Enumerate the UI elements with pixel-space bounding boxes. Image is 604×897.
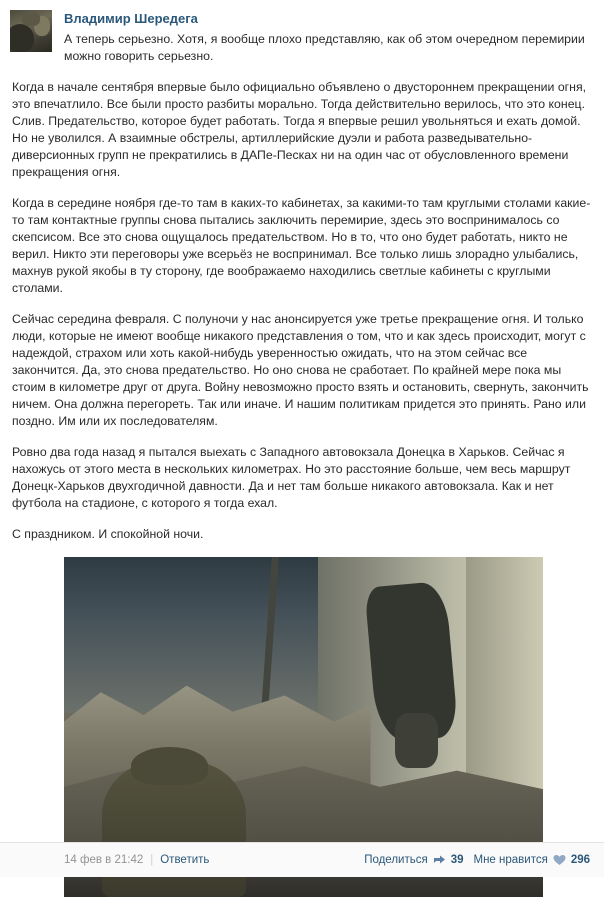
share-count: 39	[450, 854, 464, 866]
author-name[interactable]: Владимир Шередега	[64, 11, 198, 26]
post-timestamp: 14 фев в 21:42	[64, 854, 144, 866]
post-content	[64, 10, 592, 65]
share-button[interactable]: Поделиться	[364, 854, 428, 866]
heart-icon[interactable]	[553, 854, 566, 866]
post-paragraph: Когда в середине ноября где-то там в каких-то кабинетах, за какими-то там круглыми столами какие-то там контактные группы снова пытались заключить перемирие, здесь это воспринималось со скепсисом. Все это снова ощущалось предательством. Но в то, что оно будет работать, никто не верил. Никто эти переговоры уже всерьёз не воспринимал. Все только лишь злорадно улыбались, махнув рукой якобы в ту сторону, где воображаемо находились светлые кабинеты с круглыми столами.	[12, 196, 591, 295]
post-body	[0, 79, 592, 543]
like-button[interactable]: Мне нравится	[473, 854, 548, 866]
avatar-shape-a	[10, 24, 34, 52]
share-group[interactable]	[364, 854, 463, 866]
share-icon[interactable]	[433, 855, 446, 866]
avatar-shape-c	[22, 12, 40, 26]
photo-wall-hole-small	[395, 713, 438, 767]
avatar[interactable]	[10, 10, 52, 52]
like-group[interactable]	[474, 854, 591, 866]
post-paragraph: Сейчас середина февраля. С полуночи у нас анонсируется уже третье прекращение огня. И только люди, которые не имеют вообще никакого представления о том, что и как здесь происходит, могут с надеждой, страхом или хоть какой-нибудь уверенностью ожидать, что на этом сейчас все закончится. Да, это снова предательство. Но оно снова не сработает. По крайней мере пока мы стоим в километре друг от друга. Войну невозможно просто взять и остановить, свернуть, закончить ничем. Она должна перегореть. Так или иначе. И нашим политикам придется это принять. Рано или поздно. Им или их последователям.	[12, 312, 589, 428]
footer-divider: |	[150, 854, 154, 866]
post-paragraph: С праздником. И спокойной ночи.	[12, 527, 204, 541]
post-paragraph: Ровно два года назад я пытался выехать с Западного автовокзала Донецка в Харьков. Сейчас я нахожусь от этого места в нескольких километрах. Но это расстояние больше, чем весь маршрут Донецк-Харьков двухгодичной давности. Да и нет там больше никакого автовокзала. Как и нет футбола на стадионе, с которого я тогда ехал.	[12, 445, 571, 510]
footer-actions	[364, 854, 590, 866]
post-footer	[0, 842, 604, 877]
reply-button[interactable]: Ответить	[160, 854, 210, 866]
photo-soldier-helmet	[131, 747, 208, 784]
post-lead-text: А теперь серьезно. Хотя, я вообще плохо представляю, как об этом очередном перемирии можно говорить серьезно.	[64, 32, 585, 63]
like-count: 296	[570, 854, 590, 866]
post-paragraph: Когда в начале сентября впервые было официально объявлено о двустороннем прекращении огня, это впечатлило. Все были просто разбиты морально. Тогда действительно верилось, что это конец. Слив. Предательство, которое будет работать. Тогда я впервые решил увольняться и ехать домой. Но не уволился. А взаимные обстрелы, артиллерийские дуэли и работа разведывательно-диверсионных групп не прекратились в ДАПе-Песках ни на один час от обусловленного времени прекращения огня.	[12, 80, 587, 179]
